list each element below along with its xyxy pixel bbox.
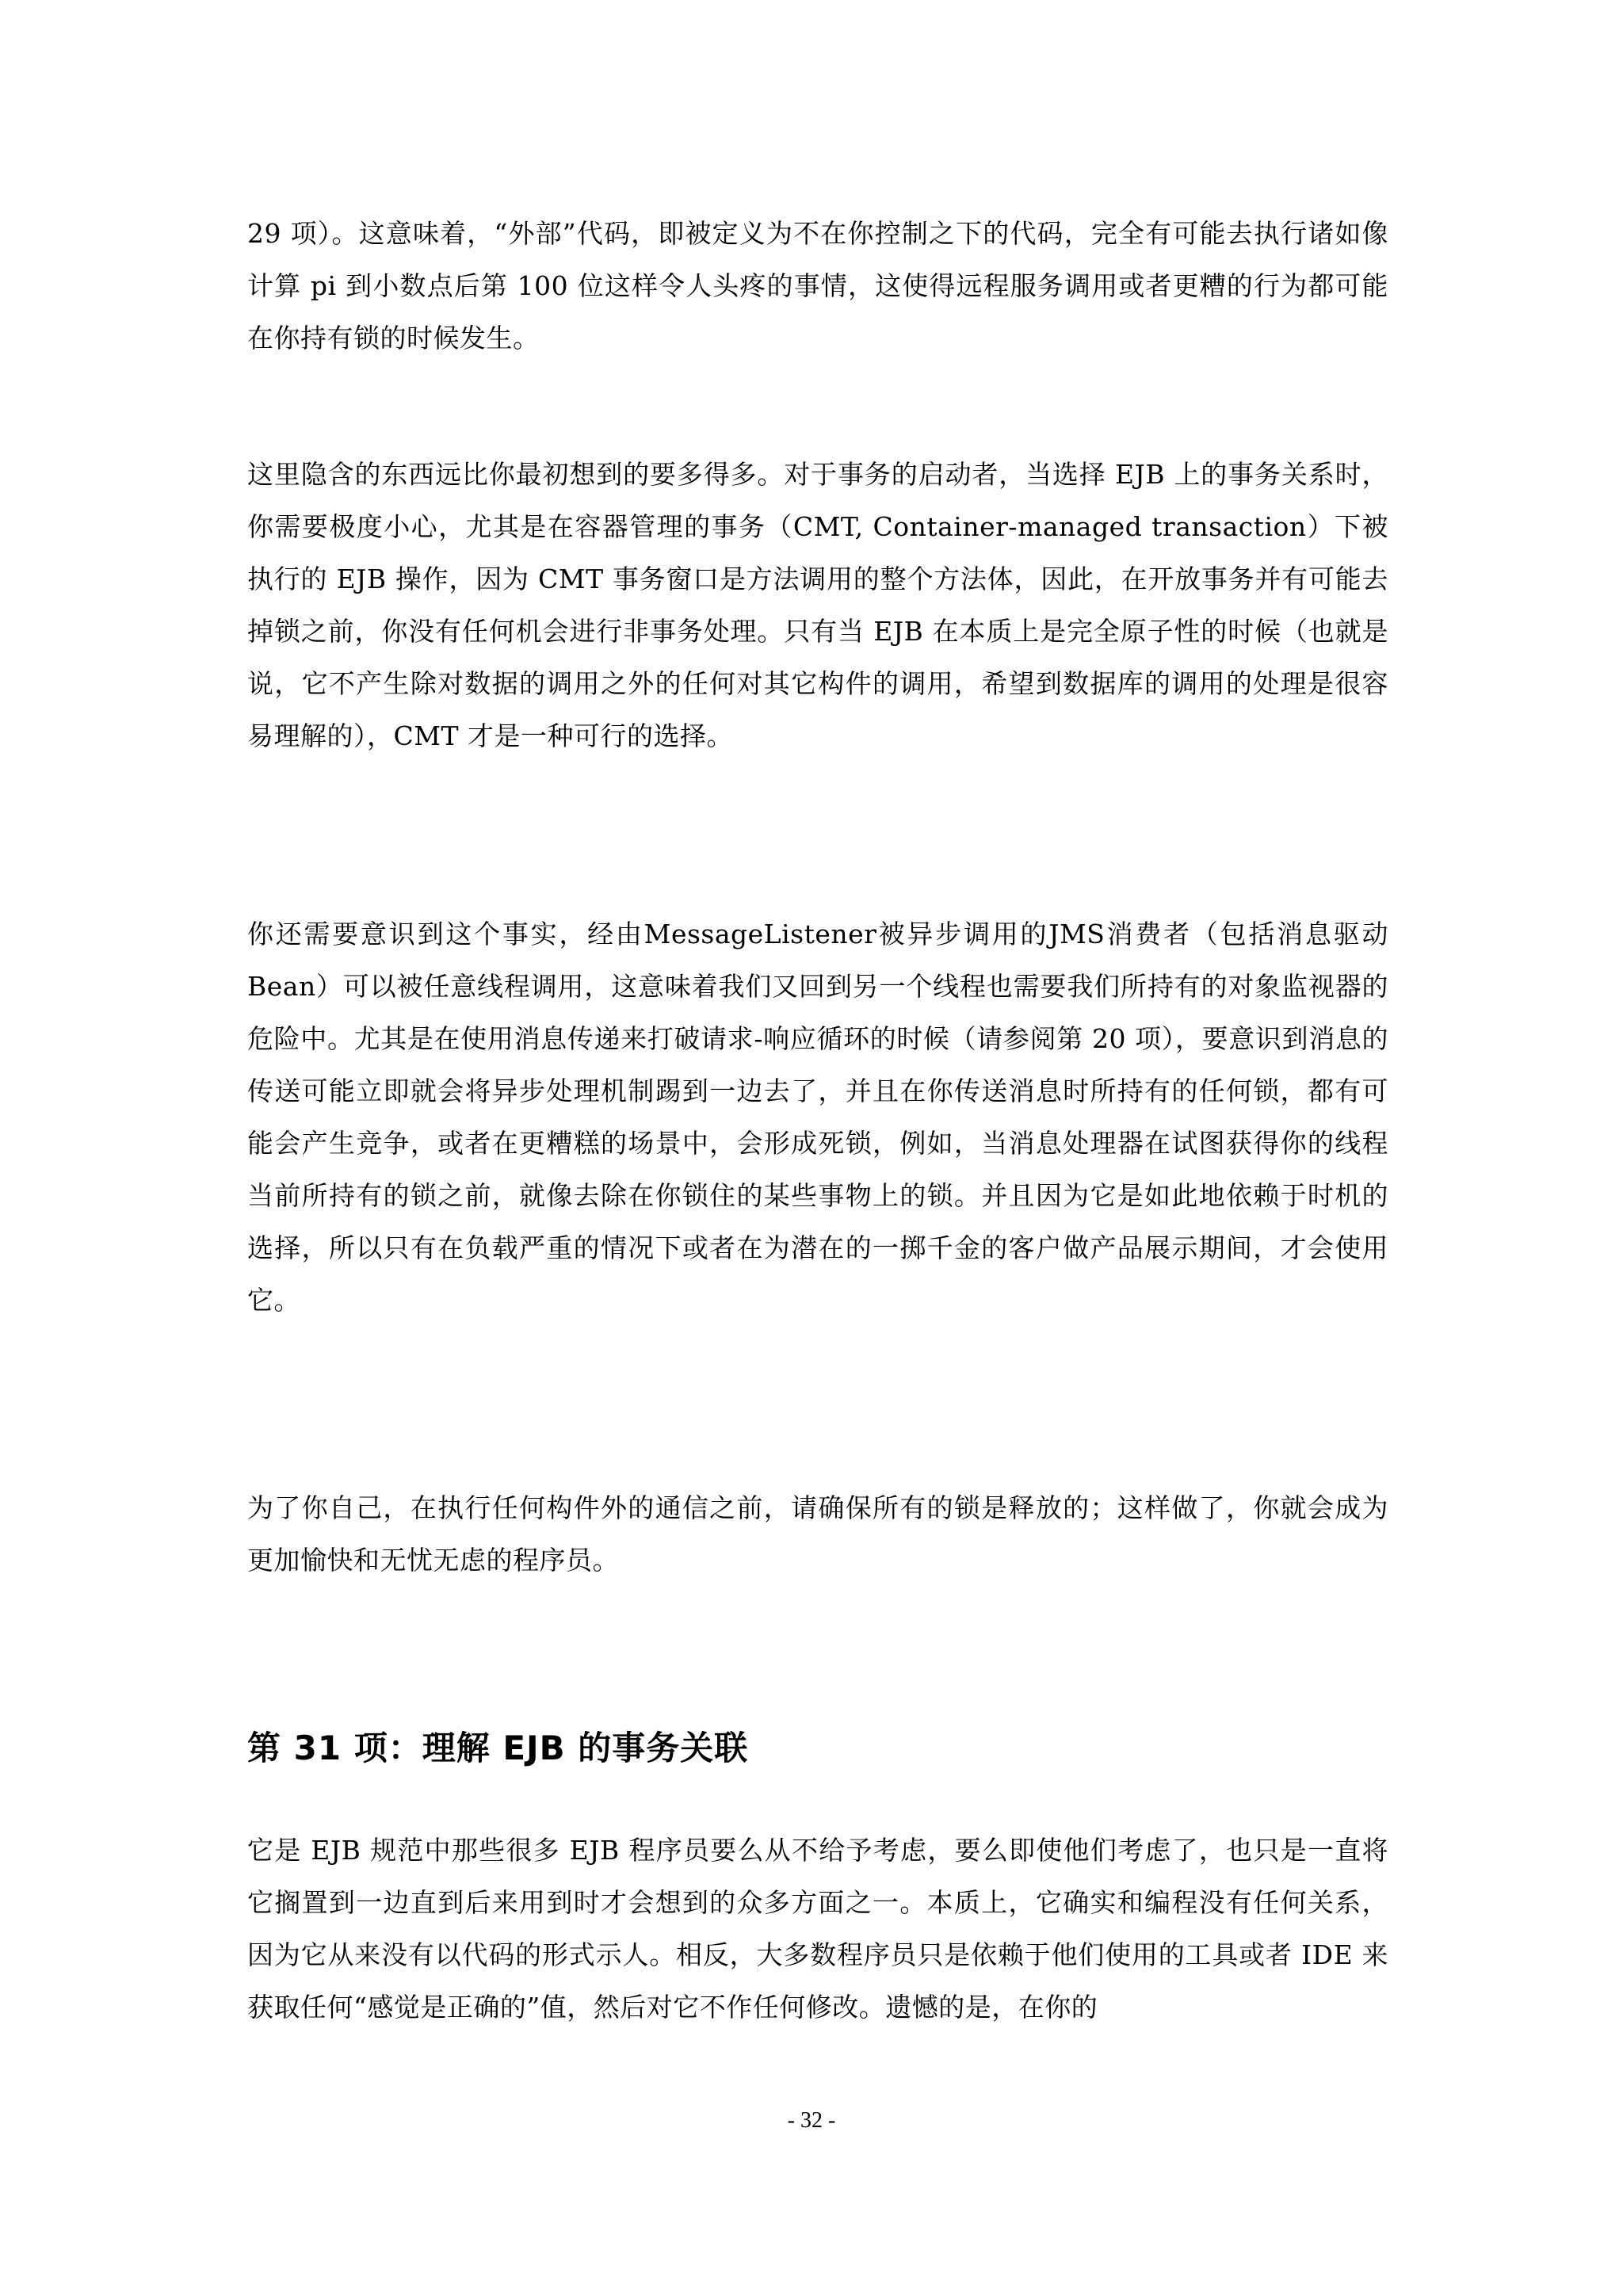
paragraph-4: 为了你自己，在执行任何构件外的通信之前，请确保所有的锁是释放的；这样做了，你就会成为更加愉快和无忧无虑的程序员。 xyxy=(247,1492,1388,1576)
section-paragraph: 它是 EJB 规范中那些很多 EJB 程序员要么从不给予考虑，要么即使他们考虑了，也只是一直将它搁置到一边直到后来用到时才会想到的众多方面之一。本质上，它确实和编程没有任何关系，因为它从来没有以代码的形式示人。相反，大多数程序员只是依赖于他们使用的工具或者 IDE 来获取任何“感觉是正确的”值，然后对它不作任何修改。遗憾的是，在你的 xyxy=(247,1835,1388,2023)
page-number: - 32 - xyxy=(787,2108,836,2133)
section-heading: 第 31 项：理解 EJB 的事务关联 xyxy=(247,1729,749,1767)
paragraph-1: 29 项）。这意味着，“外部”代码，即被定义为不在你控制之下的代码，完全有可能去执行诸如像计算 pi 到小数点后第 100 位这样令人头疼的事情，这使得远程服务调用或者更糟的行为都可能在你持有锁的时候发生。 xyxy=(247,218,1388,353)
paragraph-3: 你还需要意识到这个事实，经由MessageListener被异步调用的JMS消费者（包括消息驱动Bean）可以被任意线程调用，这意味着我们又回到另一个线程也需要我们所持有的对象监视器的危险中。尤其是在使用消息传递来打破请求-响应循环的时候（请参阅第 20 项），要意识到消息的传送可能立即就会将异步处理机制踢到一边去了，并且在你传送消息时所持有的任何锁，都有可能会产生竞争，或者在更糟糕的场景中，会形成死锁，例如，当消息处理器在试图获得你的线程当前所持有的锁之前，就像去除在你锁住的某些事物上的锁。并且因为它是如此地依赖于时机的选择，所以只有在负载严重的情况下或者在为潜在的一掷千金的客户做产品展示期间，才会使用它。 xyxy=(247,919,1388,1316)
paragraph-2: 这里隐含的东西远比你最初想到的要多得多。对于事务的启动者，当选择 EJB 上的事务关系时，你需要极度小心，尤其是在容器管理的事务（CMT, Container-managed transaction）下被执行的 EJB 操作，因为 CMT 事务窗口是方法调用的整个方法体，因此，在开放事务并有可能去掉锁之前，你没有任何机会进行非事务处理。只有当 EJB 在本质上是完全原子性的时候（也就是说，它不产生除对数据的调用之外的任何对其它构件的调用，希望到数据库的调用的处理是很容易理解的），CMT 才是一种可行的选择。 xyxy=(247,459,1388,751)
